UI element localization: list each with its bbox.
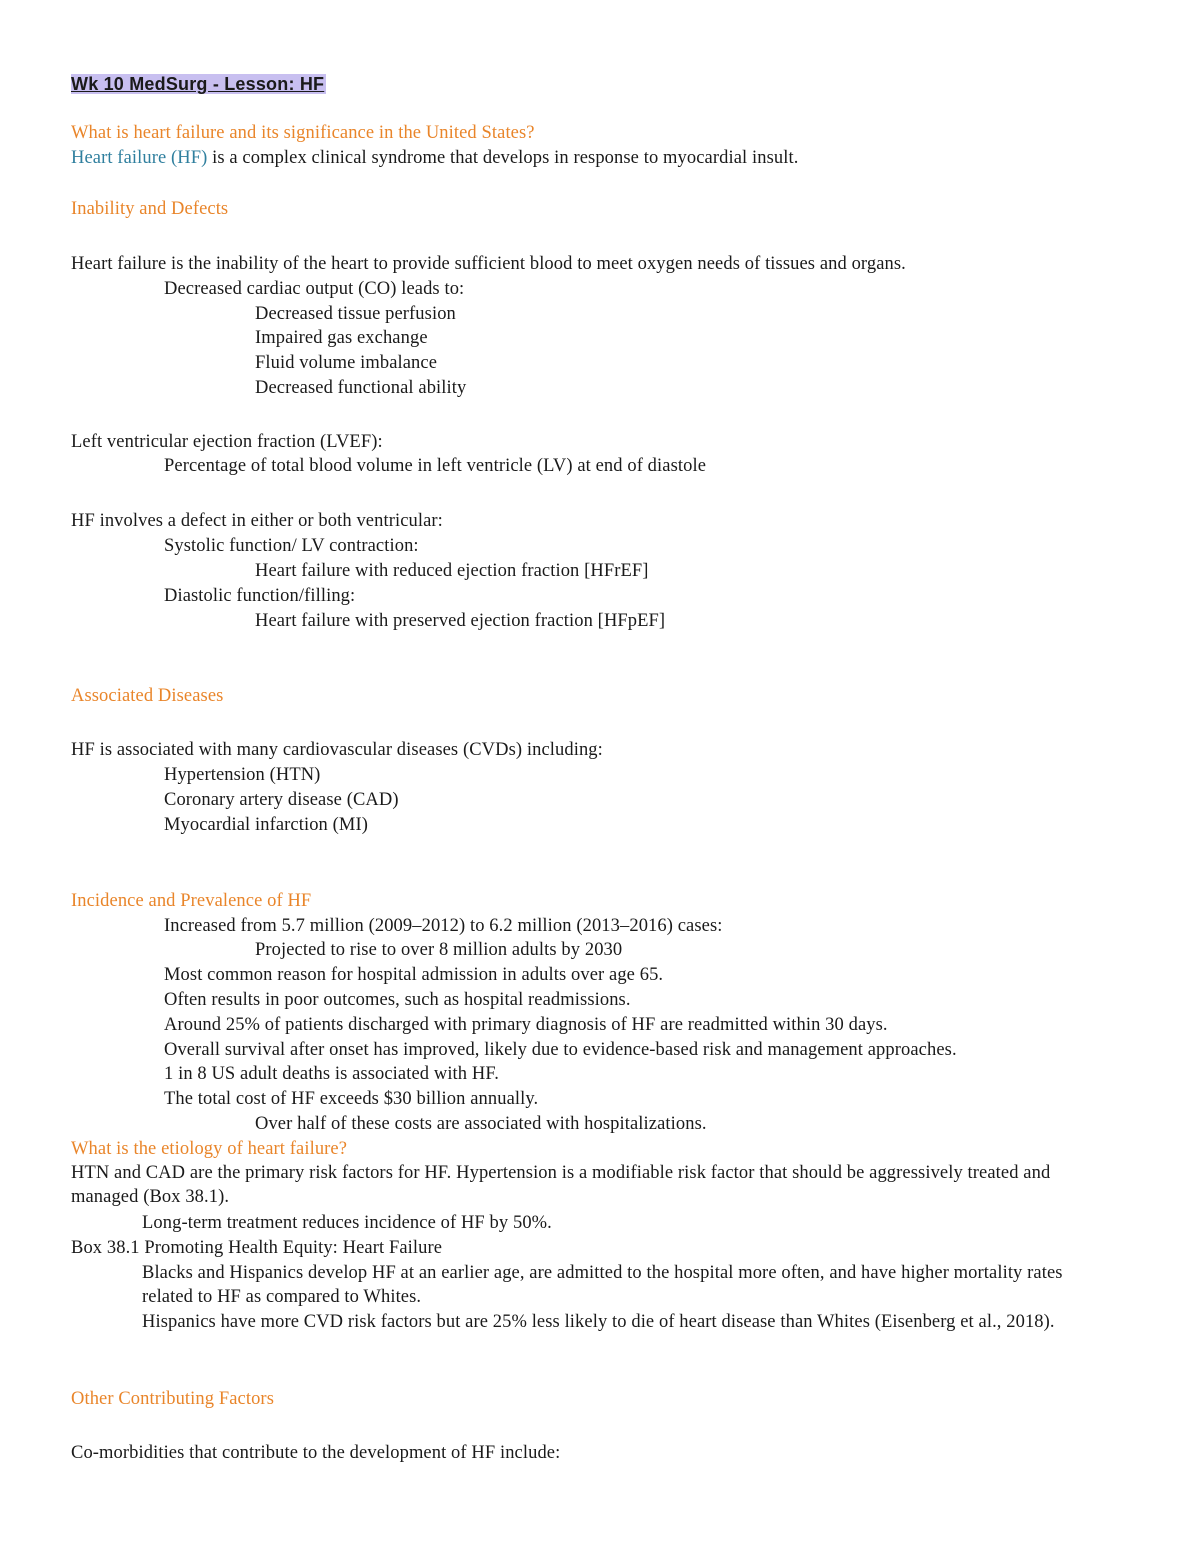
etiology-question: What is the etiology of heart failure? — [71, 1139, 348, 1159]
associated-lead: HF is associated with many cardiovascular diseases (CVDs) including: — [71, 740, 603, 760]
etiology-paragraph: HTN and CAD are the primary risk factors for HF. Hypertension is a modifiable risk factor that should be aggressively treated and managed (Box 38.1). — [71, 1163, 1051, 1207]
intro-definition — [71, 146, 798, 170]
incidence-item: Overall survival after onset has improved, likely due to evidence-based risk and management approaches. — [164, 1040, 957, 1060]
associated-item: Myocardial infarction (MI) — [164, 815, 368, 835]
diastolic-label: Diastolic function/filling: — [164, 586, 356, 606]
etiology-longterm: Long-term treatment reduces incidence of HF by 50%. — [142, 1213, 552, 1233]
systolic-label: Systolic function/ LV contraction: — [164, 536, 419, 556]
incidence-half: Over half of these costs are associated with hospitalizations. — [255, 1114, 707, 1134]
incidence-item: Around 25% of patients discharged with primary diagnosis of HF are readmitted within 30 days. — [164, 1015, 888, 1035]
lvef-label: Left ventricular ejection fraction (LVEF): — [71, 432, 383, 452]
lvef-definition: Percentage of total blood volume in left ventricle (LV) at end of diastole — [164, 456, 707, 476]
hf-term: Heart failure (HF) — [71, 148, 208, 168]
intro-question: What is heart failure and its significance in the United States? — [71, 123, 535, 143]
incidence-item: 1 in 8 US adult deaths is associated with HF. — [164, 1064, 499, 1084]
document-title — [71, 72, 326, 97]
hf-definition: is a complex clinical syndrome that develops in response to myocardial insult. — [207, 148, 799, 168]
incidence-increased: Increased from 5.7 million (2009–2012) to 6.2 million (2013–2016) cases: — [164, 916, 723, 936]
incidence-projected: Projected to rise to over 8 million adults by 2030 — [255, 940, 623, 960]
hfref-label: Heart failure with reduced ejection fraction [HFrEF] — [255, 561, 649, 581]
defect-lead: HF involves a defect in either or both ventricular: — [71, 511, 443, 531]
inability-line: Heart failure is the inability of the heart to provide sufficient blood to meet oxygen needs of tissues and organs. — [71, 254, 906, 274]
co-lead: Decreased cardiac output (CO) leads to: — [164, 279, 465, 299]
incidence-item: The total cost of HF exceeds $30 billion annually. — [164, 1089, 539, 1109]
associated-item: Coronary artery disease (CAD) — [164, 790, 399, 810]
other-lead: Co-morbidities that contribute to the development of HF include: — [71, 1443, 561, 1463]
box-title: Box 38.1 Promoting Health Equity: Heart Failure — [71, 1238, 443, 1258]
associated-item: Hypertension (HTN) — [164, 765, 321, 785]
title-text: Wk 10 MedSurg - Lesson: HF — [71, 74, 325, 94]
co-item: Fluid volume imbalance — [255, 353, 438, 373]
incidence-item: Most common reason for hospital admission in adults over age 65. — [164, 965, 664, 985]
incidence-item: Often results in poor outcomes, such as hospital readmissions. — [164, 990, 631, 1010]
box-paragraph-2: Hispanics have more CVD risk factors but are 25% less likely to die of heart disease than Whites (Eisenberg et al., 2018). — [142, 1312, 1055, 1332]
incidence-heading: Incidence and Prevalence of HF — [71, 891, 312, 911]
box-paragraph-1: Blacks and Hispanics develop HF at an earlier age, are admitted to the hospital more often, and have higher mortality rates related to HF as compared to Whites. — [142, 1263, 1063, 1307]
hfpef-label: Heart failure with preserved ejection fraction [HFpEF] — [255, 611, 666, 631]
associated-heading: Associated Diseases — [71, 686, 224, 706]
co-item: Decreased tissue perfusion — [255, 304, 456, 324]
co-item: Impaired gas exchange — [255, 328, 428, 348]
co-item: Decreased functional ability — [255, 378, 467, 398]
inability-heading: Inability and Defects — [71, 199, 229, 219]
other-heading: Other Contributing Factors — [71, 1389, 274, 1409]
